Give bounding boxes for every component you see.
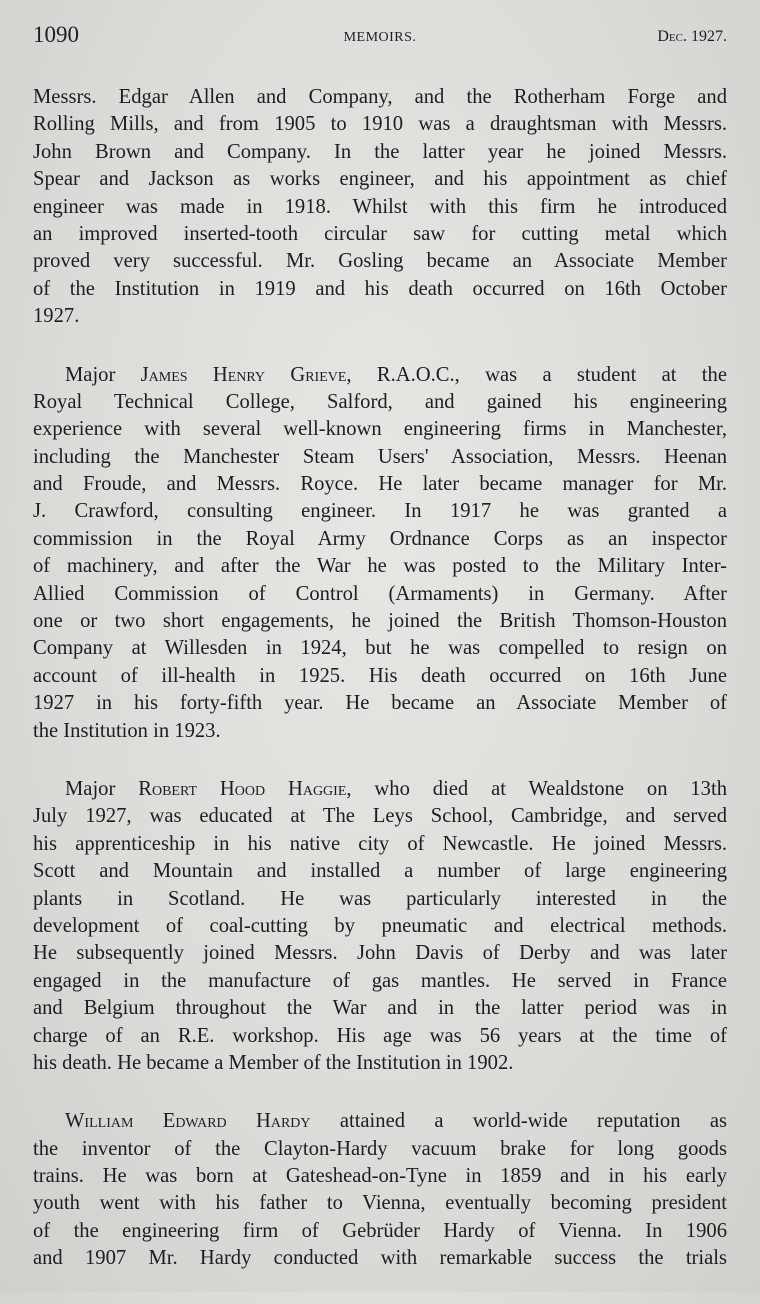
memoir-paragraph	[33, 362, 727, 745]
text-line: and Belgium throughout the War and in the latter period was in	[33, 997, 727, 1020]
text-line: an improved inserted-tooth circular saw for cutting metal which	[33, 222, 727, 245]
issue-month: Dec.	[657, 28, 687, 45]
text-line: plants in Scotland. He was particularly interested in the	[33, 887, 727, 910]
issue-date	[657, 28, 727, 46]
text-line: Spear and Jackson as works engineer, and his appointment as chief	[33, 168, 727, 191]
issue-year: 1927.	[687, 28, 727, 45]
text-line: and 1907 Mr. Hardy conducted with remarkable success the trials	[33, 1247, 727, 1270]
text-line: trains. He was born at Gateshead-on-Tyne in 1859 and in his early	[33, 1165, 727, 1188]
text-line: development of coal-cutting by pneumatic and electrical methods.	[33, 914, 727, 937]
text-line: youth went with his father to Vienna, eventually becoming president	[33, 1192, 727, 1215]
text-line: John Brown and Company. In the latter year he joined Messrs.	[33, 140, 727, 163]
text-line: Royal Technical College, Salford, and gained his engineering	[33, 390, 727, 413]
memoir-paragraph	[33, 776, 727, 1077]
paragraph-first-line	[33, 362, 727, 389]
text-line: the inventor of the Clayton-Hardy vacuum brake for long goods	[33, 1137, 727, 1160]
lead-prefix: Major	[65, 363, 141, 386]
text-line: of the engineering firm of Gebrüder Hardy of Vienna. In 1906	[33, 1219, 727, 1242]
text-line: the Institution in 1923.	[33, 719, 221, 742]
text-line: of the Institution in 1919 and his death occurred on 16th October	[33, 277, 727, 300]
text-line: charge of an R.E. workshop. His age was 56 years at the time of	[33, 1024, 727, 1047]
text-line: J. Crawford, consulting engineer. In 1917 he was granted a	[33, 500, 727, 523]
text-line: Scott and Mountain and installed a number of large engineering	[33, 860, 727, 883]
text-line: including the Manchester Steam Users' Association, Messrs. Heenan	[33, 445, 727, 468]
text-line: of machinery, and after the War he was posted to the Military Inter-	[33, 555, 727, 578]
text-line: his apprenticeship in his native city of Newcastle. He joined Messrs.	[33, 832, 727, 855]
running-title: MEMOIRS.	[343, 30, 417, 45]
person-name: Robert Hood Haggie	[138, 777, 347, 800]
page-header	[33, 22, 727, 52]
text-line: and Froude, and Messrs. Royce. He later became manager for Mr.	[33, 473, 727, 496]
text-line: Allied Commission of Control (Armaments) in Germany. After	[33, 582, 727, 605]
lead-prefix: Major	[65, 777, 139, 800]
text-line: He subsequently joined Messrs. John Davis of Derby and was later	[33, 942, 727, 965]
paragraph-first-line	[33, 776, 727, 803]
text-line: July 1927, was educated at The Leys School, Cambridge, and served	[33, 805, 727, 828]
text-line: proved very successful. Mr. Gosling became an Associate Member	[33, 250, 727, 273]
text-line: account of ill-health in 1925. His death occurred on 16th June	[33, 664, 727, 687]
lead-text: , R.A.O.C., was a student at the	[346, 363, 727, 386]
text-line: 1927.	[33, 305, 80, 328]
memoir-paragraph	[33, 1108, 727, 1272]
text-line: his death. He became a Member of the Institution in 1902.	[33, 1051, 514, 1074]
text-line: Company at Willesden in 1924, but he was compelled to resign on	[33, 637, 727, 660]
text-line: 1927 in his forty-fifth year. He became an Associate Member of	[33, 692, 727, 715]
text-line: Messrs. Edgar Allen and Company, and the Rotherham Forge and	[33, 86, 727, 108]
text-line: engineer was made in 1918. Whilst with this firm he introduced	[33, 195, 727, 218]
person-name: William Edward Hardy	[65, 1110, 311, 1133]
text-line: engaged in the manufacture of gas mantles. He served in France	[33, 969, 727, 992]
lead-text: , who died at Wealdstone on 13th	[346, 777, 727, 800]
person-name: James Henry Grieve	[140, 363, 347, 386]
text-line: Rolling Mills, and from 1905 to 1910 was a draughtsman with Messrs.	[33, 113, 727, 136]
lead-text: attained a world-wide reputation as	[310, 1110, 727, 1133]
page-number: 1090	[33, 22, 79, 47]
memoir-body	[33, 84, 727, 1304]
text-line: commission in the Royal Army Ordnance Corps as an inspector	[33, 527, 727, 550]
text-line: one or two short engagements, he joined the British Thomson-Houston	[33, 610, 727, 633]
paragraph-first-line	[33, 1108, 727, 1135]
memoir-paragraph	[33, 84, 727, 331]
text-line: experience with several well-known engineering firms in Manchester,	[33, 418, 727, 441]
